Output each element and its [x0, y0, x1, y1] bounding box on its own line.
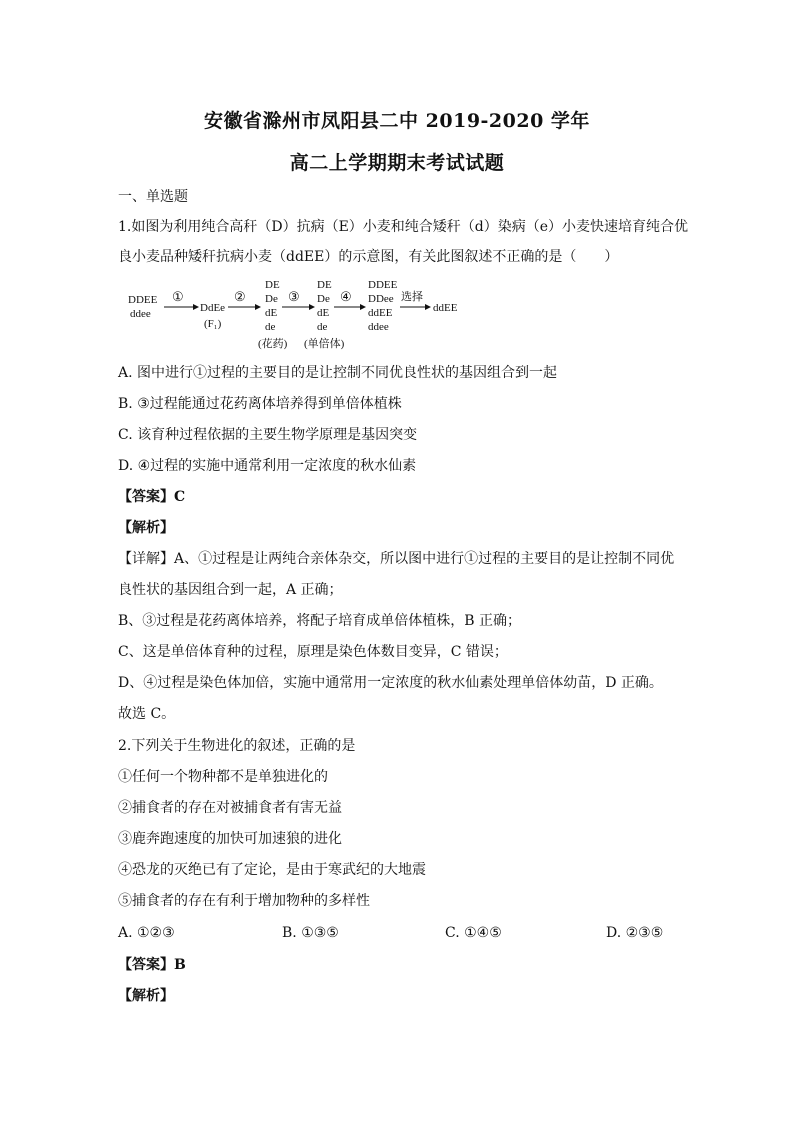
q2-option-c: C. ①④⑤: [445, 925, 502, 941]
f1-label: (F₁): [204, 318, 222, 330]
step2-label: ②: [234, 289, 246, 304]
step4-label: ④: [340, 289, 352, 304]
q1-option-b: B. ③过程能通过花药离体培养得到单倍体植株: [118, 396, 402, 412]
haploid-4: de: [317, 321, 328, 333]
diploid-2: DDee: [368, 293, 394, 305]
section-heading: 一、单选题: [118, 189, 188, 205]
q1-detail-line1: 【详解】A、①过程是让两纯合亲体杂交，所以图中进行①过程的主要目的是让控制不同优: [118, 551, 675, 567]
q1-answer: 【答案】C: [118, 489, 186, 505]
q1-stem-line1: 1.如图为利用纯合高秆（D）抗病（E）小麦和纯合矮秆（d）染病（e）小麦快速培育纯合优: [118, 219, 689, 235]
document-title-line1: 安徽省滁州市凤阳县二中 2019-2020 学年: [204, 110, 590, 132]
q1-detail-line2: 良性状的基因组合到一起，A 正确；: [118, 582, 343, 598]
step3-label: ③: [288, 289, 300, 304]
q2-option-b: B. ①③⑤: [282, 925, 339, 941]
diploid-3: ddEE: [368, 307, 393, 319]
q2-option-a: A. ①②③: [118, 925, 175, 941]
q2-option-d: D. ②③⑤: [606, 925, 664, 941]
gamete-4: de: [265, 321, 276, 333]
diploid-4: ddee: [368, 321, 389, 333]
select-label: 选择: [401, 291, 423, 303]
document-title-line2: 高二上学期期末考试试题: [289, 152, 505, 174]
result-genotype: ddEE: [433, 302, 458, 314]
q1-detail-line3: B、③过程是花药离体培养，将配子培育成单倍体植株，B 正确；: [118, 613, 522, 629]
gametes-label: (花药): [258, 338, 288, 350]
q1-detail-line4: C、这是单倍体育种的过程，原理是染色体数目变异，C 错误；: [118, 644, 508, 660]
parent-bottom: ddee: [130, 308, 151, 320]
q2-item-4: ④恐龙的灭绝已有了定论，是由于寒武纪的大地震: [118, 862, 426, 878]
f1-genotype: DdEe: [200, 302, 226, 314]
q2-stem: 2.下列关于生物进化的叙述，正确的是: [118, 738, 356, 754]
q1-option-c: C. 该育种过程依据的主要生物学原理是基因突变: [118, 427, 418, 443]
breeding-diagram: [118, 276, 478, 356]
q1-conclusion: 故选 C。: [118, 706, 176, 722]
haploid-2: De: [317, 293, 330, 305]
q1-stem-line2: 良小麦品种矮秆抗病小麦（ddEE）的示意图，有关此图叙述不正确的是（ ）: [118, 249, 619, 265]
q1-detail-line5: D、④过程是染色体加倍，实施中通常用一定浓度的秋水仙素处理单倍体幼苗，D 正确。: [118, 675, 663, 691]
gamete-1: DE: [265, 279, 280, 291]
q1-analysis-label: 【解析】: [118, 520, 174, 536]
q2-analysis-label: 【解析】: [118, 988, 174, 1004]
gamete-3: dE: [265, 307, 278, 319]
gamete-2: De: [265, 293, 278, 305]
haploid-3: dE: [317, 307, 330, 319]
q1-option-d: D. ④过程的实施中通常利用一定浓度的秋水仙素: [118, 458, 417, 474]
q2-item-2: ②捕食者的存在对被捕食者有害无益: [118, 800, 342, 816]
parent-top: DDEE: [128, 294, 158, 306]
q1-option-a: A. 图中进行①过程的主要目的是让控制不同优良性状的基因组合到一起: [118, 365, 558, 381]
q2-item-3: ③鹿奔跑速度的加快可加速狼的进化: [118, 831, 342, 847]
diploid-1: DDEE: [368, 279, 398, 291]
q2-item-1: ①任何一个物种都不是单独进化的: [118, 769, 328, 785]
step1-label: ①: [172, 289, 184, 304]
haploids-label: (单倍体): [304, 338, 345, 350]
haploid-1: DE: [317, 279, 332, 291]
q2-item-5: ⑤捕食者的存在有利于增加物种的多样性: [118, 893, 370, 909]
q2-answer: 【答案】B: [118, 957, 186, 973]
